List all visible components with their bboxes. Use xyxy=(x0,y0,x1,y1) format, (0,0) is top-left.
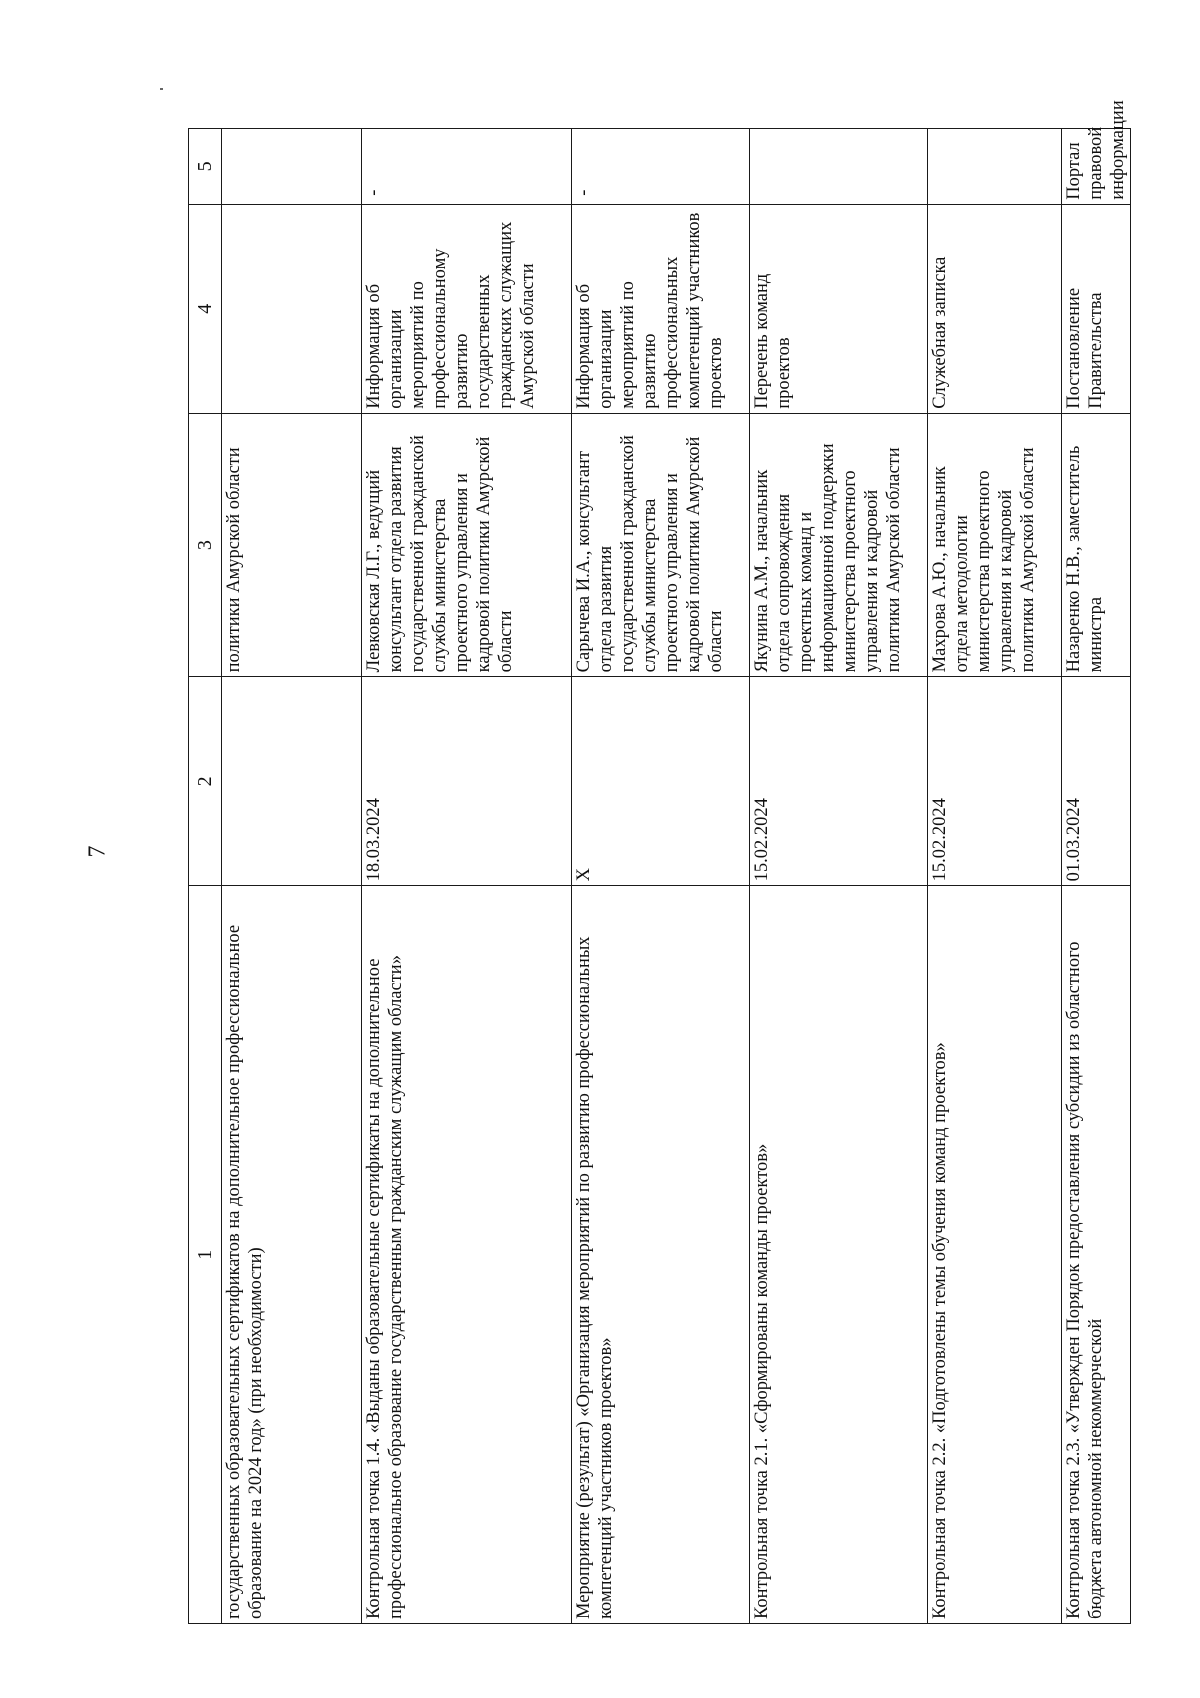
cell-description: государственных образовательных сертификатов на дополнительное профессиональное образование на 2024 год» (при необходимости) xyxy=(222,886,362,1624)
cell-responsible: политики Амурской области xyxy=(222,413,362,677)
cell-source xyxy=(222,129,362,205)
column-header-3: 3 xyxy=(189,413,222,677)
column-header-2: 2 xyxy=(189,677,222,886)
cell-date: 15.02.2024 xyxy=(928,677,1062,886)
cell-date: X xyxy=(572,677,750,886)
cell-source: - xyxy=(362,129,572,205)
cell-date: 18.03.2024 xyxy=(362,677,572,886)
cell-date xyxy=(222,677,362,886)
cell-source xyxy=(928,129,1062,205)
cell-document: Постановление Правительства xyxy=(1062,204,1131,413)
table-row xyxy=(362,129,572,1624)
column-header-1: 1 xyxy=(189,886,222,1624)
cell-source xyxy=(750,129,928,205)
rotated-table-wrapper xyxy=(188,100,1128,1624)
page-number: 7 xyxy=(84,845,111,858)
cell-document: Перечень команд проектов xyxy=(750,204,928,413)
cell-responsible: Назаренко Н.В., заместитель министра xyxy=(1062,413,1131,677)
column-header-4: 4 xyxy=(189,204,222,413)
table-row xyxy=(222,129,362,1624)
cell-responsible: Махрова А.Ю., начальник отдела методологии министерства проектного управления и кадровой политики Амурской области xyxy=(928,413,1062,677)
header-row xyxy=(189,129,222,1624)
table-row xyxy=(1062,129,1131,1624)
cell-description: Мероприятие (результат) «Организация мероприятий по развитию профессиональных компетенций участников проектов» xyxy=(572,886,750,1624)
events-table xyxy=(188,100,1131,1624)
table-row xyxy=(928,129,1062,1624)
cell-description: Контрольная точка 2.2. «Подготовлены темы обучения команд проектов» xyxy=(928,886,1062,1624)
cell-source: - xyxy=(572,129,750,205)
table-row xyxy=(572,129,750,1624)
cell-date: 15.02.2024 xyxy=(750,677,928,886)
cell-responsible: Сарычева И.А., консультант отдела развития государственной гражданской службы министерства проектного управления и кадровой политики Амурской области xyxy=(572,413,750,677)
cell-document xyxy=(222,204,362,413)
table-row xyxy=(750,129,928,1624)
cell-date: 01.03.2024 xyxy=(1062,677,1131,886)
cell-description: Контрольная точка 2.1. «Сформированы команды проектов» xyxy=(750,886,928,1624)
cell-responsible: Якунина А.М., начальник отдела сопровождения проектных команд и информационной поддержки министерства проектного управления и кадровой политики Амурской области xyxy=(750,413,928,677)
scan-speck xyxy=(160,88,163,90)
cell-source: Портал правовой информации xyxy=(1062,129,1131,205)
cell-description: Контрольная точка 1.4. «Выданы образовательные сертификаты на дополнительное профессиональное образование государственным гражданским служащим области» xyxy=(362,886,572,1624)
cell-document: Информация об организации мероприятий по профессиональному развитию государственных гражданских служащих Амурской области xyxy=(362,204,572,413)
cell-document: Служебная записка xyxy=(928,204,1062,413)
cell-document: Информация об организации мероприятий по развитию профессиональных компетенций участников проектов xyxy=(572,204,750,413)
column-header-5: 5 xyxy=(189,129,222,205)
cell-responsible: Левковская Л.Г., ведущий консультант отдела развития государственной гражданской службы министерства проектного управления и кадровой политики Амурской области xyxy=(362,413,572,677)
cell-description: Контрольная точка 2.3. «Утвержден Порядок предоставления субсидии из областного бюджета автономной некоммерческой xyxy=(1062,886,1131,1624)
